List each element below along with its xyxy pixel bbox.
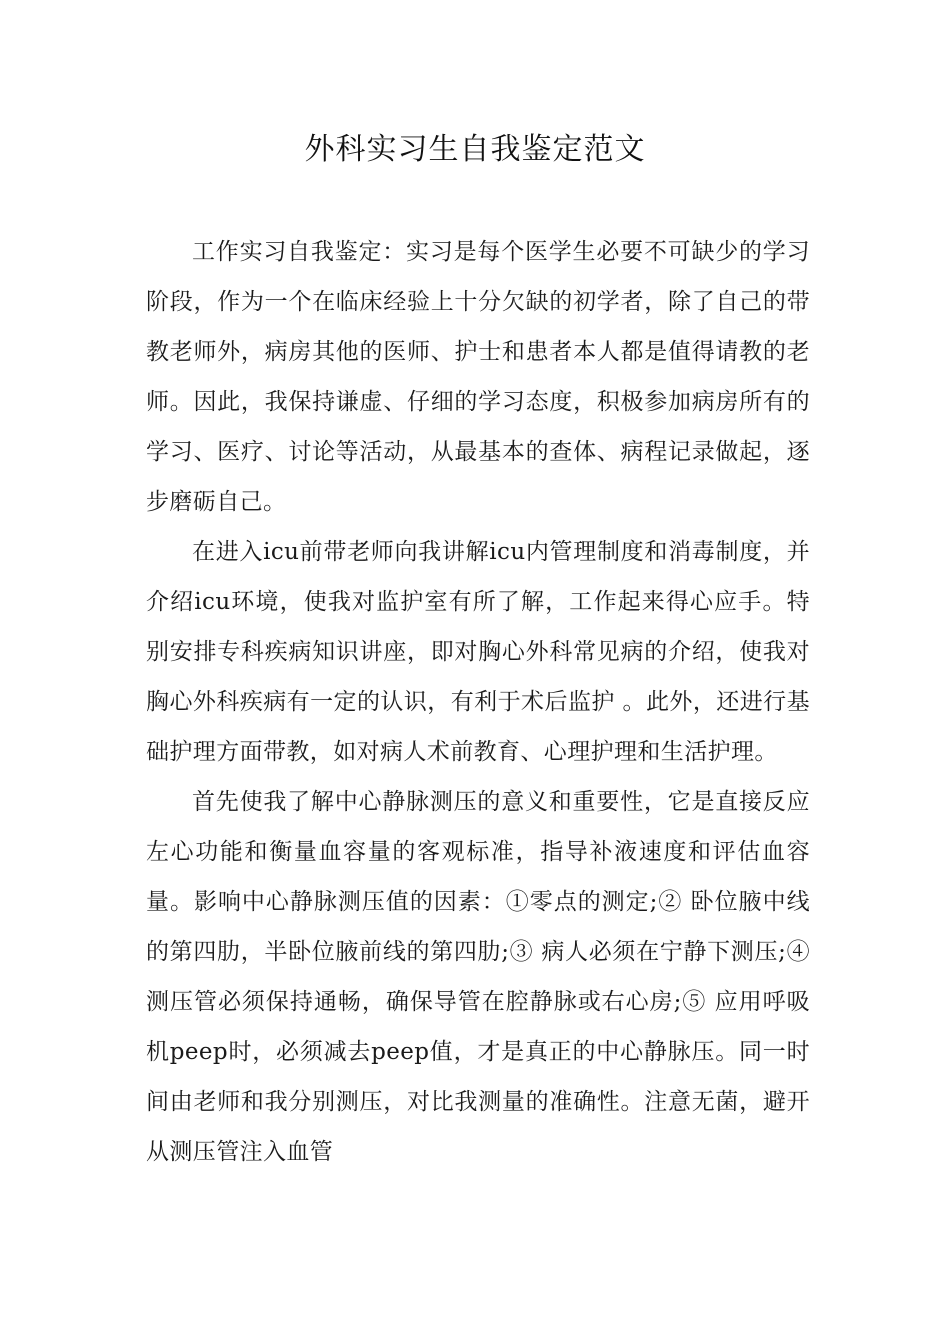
paragraph-2: 在进入icu前带老师向我讲解icu内管理制度和消毒制度，并介绍icu环境，使我对监护室有所了解，工作起来得心应手。特别安排专科疾病知识讲座，即对胸心外科常见病的介绍，使我对胸心外科疾病有一定的认识，有利于术后监护 。此外，还进行基础护理方面带教，如对病人术前教育、心理护理和生活护理。 bbox=[146, 539, 810, 765]
document-title: 外科实习生自我鉴定范文 bbox=[304, 132, 646, 167]
paragraph-1: 工作实习自我鉴定：实习是每个医学生必要不可缺少的学习阶段，作为一个在临床经验上十分欠缺的初学者，除了自己的带教老师外，病房其他的医师、护士和患者本人都是值得请教的老师。因此，我保持谦虚、仔细的学习态度，积极参加病房所有的学习、医疗、讨论等活动，从最基本的查体、病程记录做起，逐步磨砺自己。 bbox=[146, 239, 810, 515]
paragraph-3: 首先使我了解中心静脉测压的意义和重要性，它是直接反应左心功能和衡量血容量的客观标准，指导补液速度和评估血容量。影响中心静脉测压值的因素：①零点的测定;② 卧位腋中线的第四肋，半卧位腋前线的第四肋;③ 病人必须在宁静下测压;④ 测压管必须保持通畅，确保导管在腔静脉或右心房;⑤ 应用呼吸机peep时，必须减去peep值，才是真正的中心静脉压。同一时间由老师和我分别测压，对比我测量的准确性。注意无菌，避开从测压管注入血管 bbox=[146, 789, 810, 1165]
document-body bbox=[146, 227, 810, 1177]
